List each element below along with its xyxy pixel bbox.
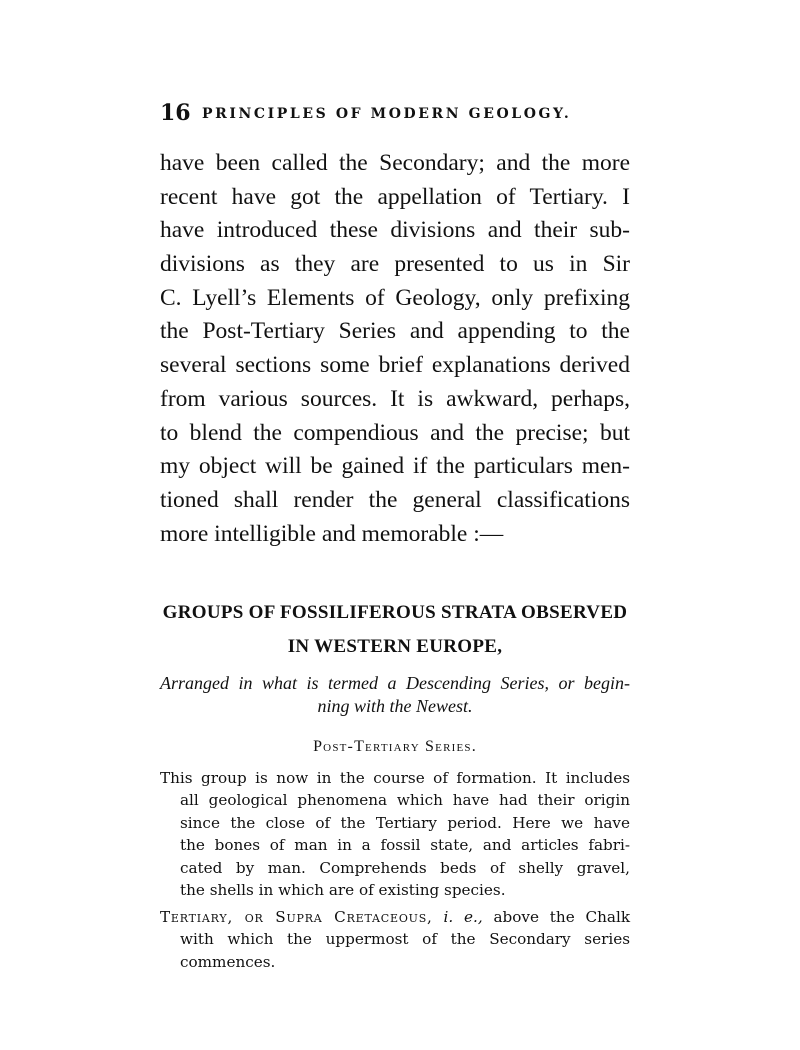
entry-first-line	[160, 906, 630, 928]
paragraph-line: C. Lyell’s Elements of Geology, only prefixing	[160, 284, 630, 311]
page-number: 16	[160, 100, 191, 126]
paragraph-line: tioned shall render the general classifications	[160, 486, 630, 513]
running-head	[160, 100, 630, 126]
entry-line: the shells in which are of existing species.	[180, 880, 506, 899]
section-heading-line: GROUPS OF FOSSILIFEROUS STRATA OBSERVED	[162, 602, 628, 623]
paragraph-line: more intelligible and memorable :—	[160, 520, 504, 547]
subtitle-line: ning with the Newest.	[317, 696, 473, 716]
entry-line: commences.	[180, 952, 276, 971]
entry-line: cated by man. Comprehends beds of shelly gravel,	[180, 858, 630, 877]
entry-term: Tertiary, or Supra Cretaceous,	[160, 908, 433, 926]
entry-tertiary	[160, 906, 630, 973]
paragraph-line: from various sources. It is awkward, perhaps,	[160, 385, 630, 412]
paragraph-line: have been called the Secondary; and the more	[160, 150, 630, 176]
paragraph-line: to blend the compendious and the precise; but	[160, 419, 630, 446]
intro-paragraph	[160, 147, 630, 551]
series-heading: Post-Tertiary Series.	[313, 738, 477, 755]
paragraph-line: the Post-Tertiary Series and appending to the	[160, 318, 630, 345]
section-subtitle	[160, 672, 630, 718]
subtitle-line: Arranged in what is termed a Descending Series, or begin-	[160, 673, 630, 693]
entry-post-tertiary	[160, 767, 630, 901]
entry-first-line-rest: above the Chalk	[493, 908, 631, 926]
paragraph-line: several sections some brief explanations derived	[160, 352, 630, 379]
paragraph-line: divisions as they are presented to us in Sir	[160, 251, 630, 278]
section-heading-line: IN WESTERN EUROPE,	[287, 636, 503, 657]
entry-line: since the close of the Tertiary period. Here we have	[180, 813, 630, 832]
paragraph-line: recent have got the appellation of Tertiary. I	[160, 183, 630, 210]
entry-line: with which the uppermost of the Secondary series	[180, 930, 630, 949]
entry-line: the bones of man in a fossil state, and articles fabri-	[180, 836, 630, 855]
entry-abbrev: i. e.,	[443, 908, 483, 926]
entry-line: This group is now in the course of formation. It includes	[160, 769, 630, 787]
entry-line: all geological phenomena which have had their origin	[180, 791, 630, 810]
section-heading	[160, 596, 630, 664]
running-title: PRINCIPLES OF MODERN GEOLOGY.	[202, 106, 572, 122]
paragraph-line: my object will be gained if the particulars men-	[160, 453, 630, 480]
paragraph-line: have introduced these divisions and their sub-	[160, 217, 630, 244]
